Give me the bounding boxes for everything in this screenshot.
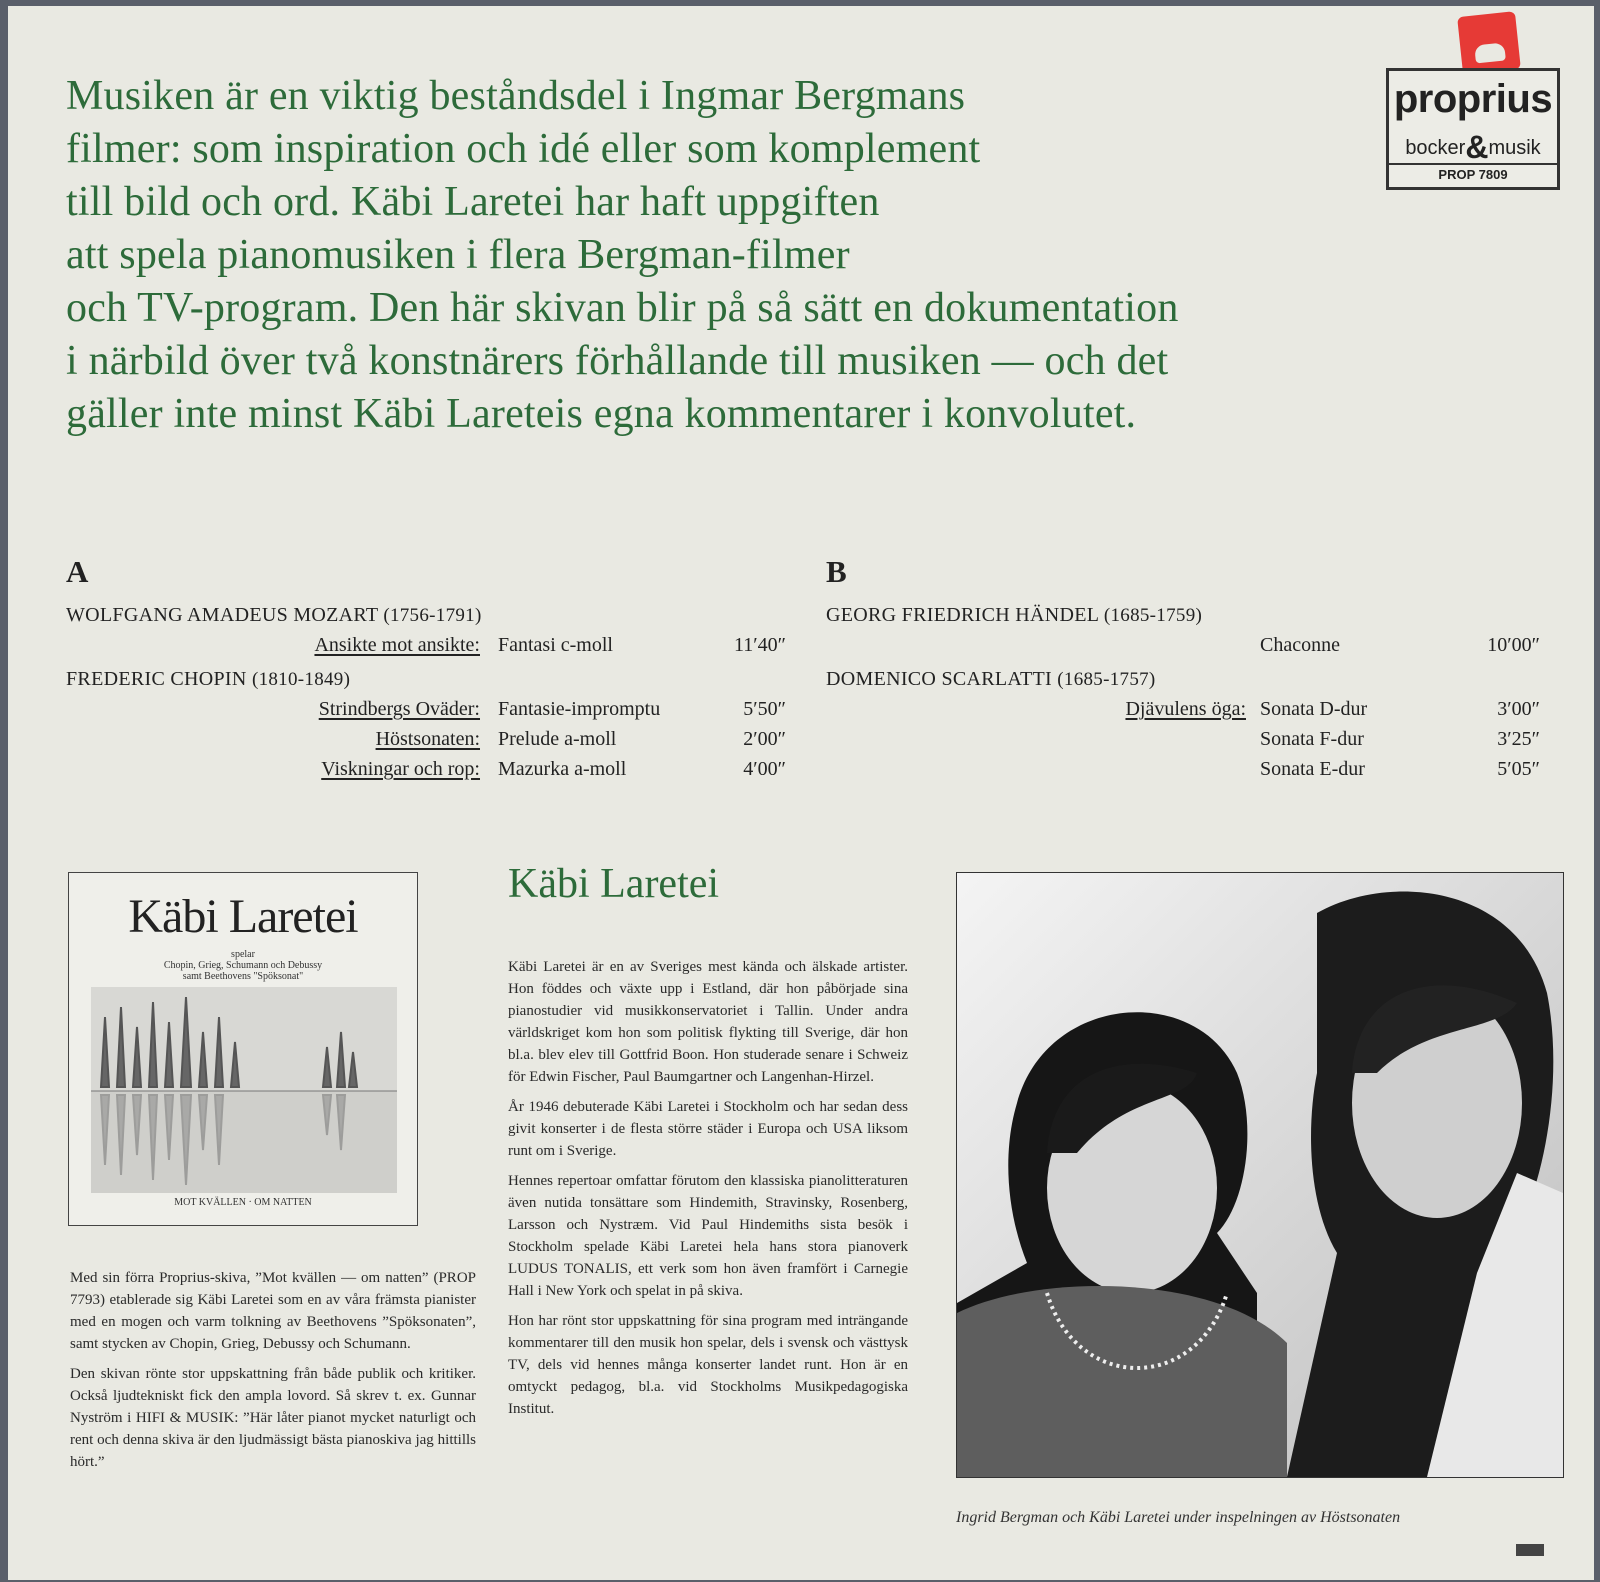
lake-landscape-illustration bbox=[91, 987, 397, 1193]
track-duration: 10′00″ bbox=[1487, 634, 1540, 656]
piece-title: Mazurka a-moll bbox=[498, 758, 627, 780]
film-title: Djävulens öga: bbox=[1125, 698, 1246, 720]
piece-title: Sonata F-dur bbox=[1260, 728, 1364, 750]
composer-name: FREDERIC CHOPIN bbox=[66, 668, 247, 690]
piece-title: Fantasie-impromptu bbox=[498, 698, 661, 720]
composer-name: GEORG FRIEDRICH HÄNDEL bbox=[826, 604, 1099, 626]
intro-text bbox=[66, 70, 1496, 441]
bio-heading: Käbi Laretei bbox=[508, 861, 720, 907]
catalog-number: PROP 7809 bbox=[1389, 163, 1557, 187]
cover-subtitle-line: spelar bbox=[231, 949, 255, 960]
previous-album-text bbox=[70, 1267, 476, 1481]
track-row bbox=[826, 724, 1576, 754]
film-title: Strindbergs Oväder: bbox=[318, 698, 480, 720]
composer-years: (1756-1791) bbox=[383, 605, 482, 626]
piece-title: Prelude a-moll bbox=[498, 728, 617, 750]
film-title: Viskningar och rop: bbox=[321, 758, 480, 780]
photo-illustration bbox=[957, 873, 1563, 1477]
side-letter: B bbox=[826, 554, 847, 589]
photo-ingrid-bergman-and-kabi-laretei bbox=[956, 872, 1564, 1478]
track-duration: 3′25″ bbox=[1497, 728, 1540, 750]
composer-name: DOMENICO SCARLATTI bbox=[826, 668, 1052, 690]
intro-line: i närbild över två konstnärers förhållande till musiken — och det bbox=[66, 338, 1169, 384]
cover-subtitle bbox=[69, 949, 417, 982]
track-duration: 2′00″ bbox=[743, 728, 786, 750]
paragraph: År 1946 debuterade Käbi Laretei i Stockholm och har sedan dess givit konserter i de flesta större städer i Europa och USA liksom runt om i Sverige. bbox=[508, 1099, 908, 1159]
printer-mark bbox=[1516, 1544, 1544, 1556]
logo-sub-right: musik bbox=[1488, 137, 1541, 159]
track-row bbox=[826, 754, 1576, 784]
logo-sub-left: bocker bbox=[1405, 137, 1466, 159]
composer-years: (1810-1849) bbox=[251, 669, 351, 690]
intro-line: gäller inte minst Käbi Lareteis egna kommentarer i konvolutet. bbox=[66, 391, 1137, 437]
previous-album-cover bbox=[68, 872, 418, 1226]
album-back-cover bbox=[8, 6, 1594, 1580]
composer-years: (1685-1757) bbox=[1057, 669, 1156, 690]
bio-text bbox=[508, 956, 908, 1428]
logo-ampersand: & bbox=[1465, 129, 1489, 165]
paragraph: Den skivan rönte stor uppskattning från både publik och kritiker. Också ljudtekniskt fick den ampla lovord. Så skrev t. ex. Gunnar Nyström i HIFI & MUSIK: ”Här låter pianot mycket naturligt och rent och denna skiva är den ljudmässigt bästa pianoskiva jag hittills hört.” bbox=[70, 1366, 476, 1470]
track-row bbox=[66, 754, 816, 784]
track-duration: 4′00″ bbox=[743, 758, 786, 780]
piece-title: Fantasi c-moll bbox=[498, 634, 613, 656]
intro-line: till bild och ord. Käbi Laretei har haft uppgiften bbox=[66, 179, 880, 225]
paragraph: Med sin förra Proprius-skiva, ”Mot kvällen — om natten” (PROP 7793) etablerade sig Käbi Laretei som en av våra främsta pianister med en mogen och varm tolkning av Beethovens ”Spöksonaten”, samt stycken av Chopin, Grieg, Debussy och Schumann. bbox=[70, 1270, 476, 1352]
side-a-tracklist bbox=[66, 554, 816, 784]
intro-line: Musiken är en viktig beståndsdel i Ingmar Bergmans bbox=[66, 73, 966, 119]
track-duration: 11′40″ bbox=[734, 634, 786, 656]
track-row bbox=[826, 694, 1576, 724]
cover-album-name: MOT KVÄLLEN · OM NATTEN bbox=[174, 1197, 312, 1208]
price-sticker bbox=[1457, 11, 1521, 75]
logo-brand: proprius bbox=[1393, 77, 1553, 121]
intro-line: att spela pianomusiken i flera Bergman-filmer bbox=[66, 232, 850, 278]
photo-caption: Ingrid Bergman och Käbi Laretei under inspelningen av Höstsonaten bbox=[956, 1509, 1401, 1526]
intro-line: filmer: som inspiration och idé eller som komplement bbox=[66, 126, 981, 172]
track-duration: 5′05″ bbox=[1497, 758, 1540, 780]
track-row bbox=[66, 724, 816, 754]
film-title: Ansikte mot ansikte: bbox=[314, 634, 480, 656]
side-b-tracklist bbox=[826, 554, 1576, 784]
paragraph: Hennes repertoar omfattar förutom den klassiska pianolitteraturen även nutida tonsättare som Hindemith, Stravinsky, Rosenberg, Larsson och Nystræm. Vid Paul Hindemiths sista besök i Stockholm spelade Käbi Laretei hela hans stora pianoverk LUDUS TONALIS, ett verk som hon även framfört i Carnegie Hall i New York och spelat in på skiva. bbox=[508, 1173, 908, 1299]
composer-heading bbox=[826, 664, 1576, 694]
logo-subtitle bbox=[1389, 129, 1557, 166]
track-row bbox=[66, 694, 816, 724]
piece-title: Sonata D-dur bbox=[1260, 698, 1368, 720]
piece-title: Sonata E-dur bbox=[1260, 758, 1365, 780]
track-duration: 3′00″ bbox=[1497, 698, 1540, 720]
cover-subtitle-line: samt Beethovens "Spöksonat" bbox=[182, 971, 304, 982]
cover-subtitle-line: Chopin, Grieg, Schumann och Debussy bbox=[163, 960, 323, 971]
track-duration: 5′50″ bbox=[743, 698, 786, 720]
cover-title: Käbi Laretei bbox=[128, 890, 358, 943]
composer-years: (1685-1759) bbox=[1103, 605, 1203, 626]
composer-name: WOLFGANG AMADEUS MOZART bbox=[66, 604, 379, 626]
composer-heading bbox=[66, 600, 816, 630]
side-letter: A bbox=[66, 554, 89, 589]
intro-line: och TV-program. Den här skivan blir på så sätt en dokumentation bbox=[66, 285, 1179, 331]
paragraph: Hon har rönt stor uppskattning för sina program med inträngande kommentarer till den musik hon spelar, dels i svensk och västtysk TV, dels vid hennes många konserter landet runt. Hon är en omtyckt pedagog, bl.a. vid Stockholms Musikpedagogiska Institut. bbox=[508, 1313, 908, 1417]
track-row bbox=[66, 630, 816, 660]
film-title: Höstsonaten: bbox=[375, 728, 480, 750]
composer-heading bbox=[66, 664, 816, 694]
piece-title: Chaconne bbox=[1260, 634, 1340, 656]
track-row bbox=[826, 630, 1576, 660]
paragraph: Käbi Laretei är en av Sveriges mest kända och älskade artister. Hon föddes och växte upp i Estland, där hon påbörjade sina pianostudier vid musikkonservatoriet i Tallin. Under andra världskriget kom hon som politisk flykting till Sverige, där hon bl.a. blev elev till Gottfrid Boon. Hon studerade senare i Schweiz för Edwin Fischer, Paul Baumgartner och Langenhan-Hirzel. bbox=[508, 959, 908, 1085]
composer-heading bbox=[826, 600, 1576, 630]
proprius-logo bbox=[1386, 68, 1560, 190]
